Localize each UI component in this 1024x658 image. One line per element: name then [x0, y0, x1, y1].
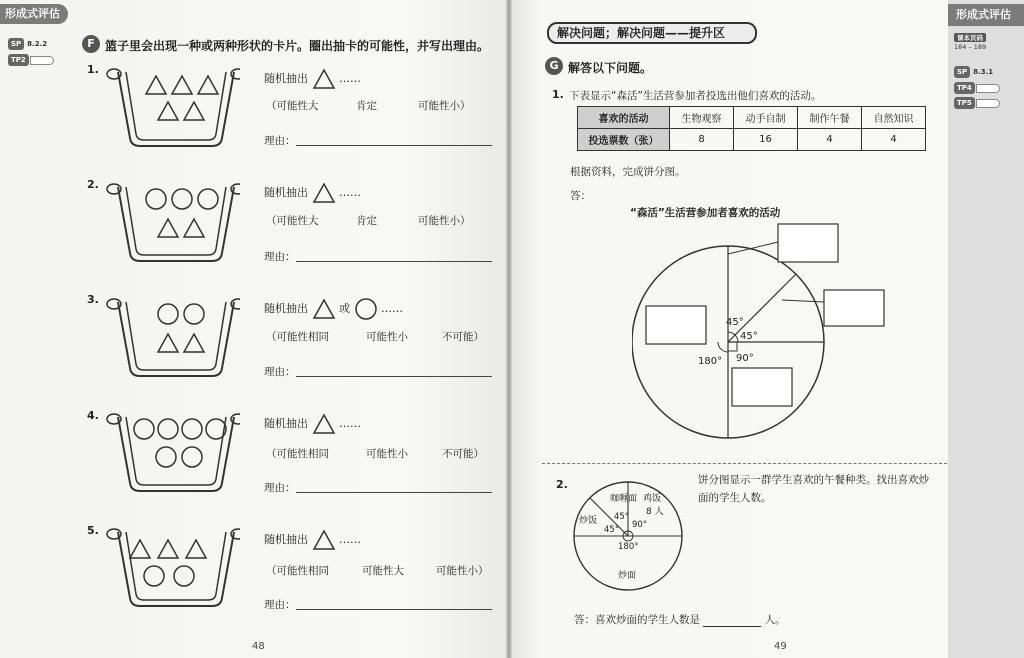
tp-pill: TP4	[954, 82, 1000, 94]
question-divider	[542, 463, 947, 464]
choice-option[interactable]: 可能性小）	[418, 215, 471, 227]
angle-label: 180°	[618, 542, 639, 552]
slice-label: 咖喱面	[610, 494, 638, 504]
probability-choices	[266, 98, 471, 113]
table-row	[578, 129, 926, 151]
table-header-cell: 喜欢的活动	[578, 107, 670, 129]
probability-choices	[266, 213, 471, 228]
draw-statement: 随机抽出 ……	[264, 529, 361, 551]
choice-option[interactable]: 不可能）	[442, 331, 484, 343]
choice-option[interactable]: （可能性相同	[266, 331, 329, 343]
basket-figure	[100, 292, 240, 380]
question-text: 饼分图显示一群学生喜欢的午餐种类。找出喜欢炒	[698, 474, 929, 486]
triangle-icon	[312, 529, 336, 551]
sp-pill: SP 8.2.2	[8, 38, 47, 50]
table-header-cell: 制作午餐	[798, 107, 862, 129]
basket-figure	[100, 522, 240, 610]
choice-option[interactable]: 肯定	[356, 215, 377, 227]
choice-option[interactable]: （可能性相同	[266, 448, 329, 460]
choice-option[interactable]: 可能性小）	[436, 565, 489, 577]
vote-table	[577, 106, 926, 151]
choice-option[interactable]: （可能性相同	[266, 565, 329, 577]
question-number: 2.	[87, 178, 99, 191]
pie-chart-activities	[632, 222, 962, 462]
answer-label: 答：	[570, 190, 591, 202]
textbook-page-ref: 课本页码 184 – 189	[954, 34, 987, 51]
sp-pill: SP 8.3.1	[954, 66, 993, 78]
tp-level-bar	[976, 99, 1000, 108]
basket-figure	[100, 177, 240, 265]
section-letter-g: G	[545, 57, 563, 75]
answer-statement: 答：喜欢炒面的学生人数是 人。	[574, 614, 786, 626]
question-text: 下表显示“森活”生活营参加者投选出他们喜欢的活动。	[569, 90, 822, 102]
slice-label: 鸡饭	[643, 494, 662, 504]
choice-option[interactable]: 肯定	[356, 100, 377, 112]
angle-label: 180°	[698, 356, 723, 367]
answer-blank[interactable]	[703, 615, 761, 627]
angle-label: 90°	[632, 520, 648, 530]
reason-answer-line[interactable]	[296, 492, 492, 493]
circle-icon	[354, 297, 378, 321]
side-tag-title: 形成式评估	[0, 4, 68, 24]
tp-level-bar	[30, 56, 54, 65]
choice-option[interactable]: 可能性小	[366, 448, 408, 460]
probability-choices	[266, 329, 484, 344]
section-banner: 解决问题；解决问题——提升区	[547, 22, 757, 44]
slice-value: 8 人	[646, 507, 664, 517]
table-cell: 16	[734, 129, 798, 151]
angle-label: 45°	[740, 331, 758, 342]
reason-label: 理由：	[264, 366, 296, 378]
reason-answer-line[interactable]	[296, 376, 492, 377]
tp-pill: TP5	[954, 97, 1000, 109]
instruction-hint: 根据资料，完成饼分图。	[570, 166, 686, 178]
question-number: 3.	[87, 293, 99, 306]
section-instruction: 解答以下问题。	[568, 61, 653, 75]
page-number: 49	[774, 641, 787, 652]
side-tag-title: 形成式评估	[948, 4, 1024, 26]
probability-choices	[266, 446, 484, 461]
choice-option[interactable]: （可能性大	[266, 215, 319, 227]
question-number: 1.	[87, 63, 99, 76]
choice-option[interactable]: 可能性小	[366, 331, 408, 343]
table-header-row	[578, 107, 926, 129]
reason-label: 理由：	[264, 599, 296, 611]
triangle-icon	[312, 182, 336, 204]
table-cell: 4	[798, 129, 862, 151]
question-text: 面的学生人数。	[698, 492, 772, 504]
table-header-cell: 自然知识	[862, 107, 926, 129]
choice-option[interactable]: 可能性小）	[418, 100, 471, 112]
choice-option[interactable]: （可能性大	[266, 100, 319, 112]
choice-option[interactable]: 可能性大	[362, 565, 404, 577]
slice-label: 炒面	[618, 571, 637, 581]
triangle-icon	[312, 413, 336, 435]
angle-label: 45°	[604, 525, 620, 535]
basket-figure	[100, 407, 240, 495]
draw-statement: 随机抽出 ……	[264, 413, 361, 435]
draw-statement: 随机抽出 ……	[264, 68, 361, 90]
question-number: 5.	[87, 524, 99, 537]
probability-choices	[266, 563, 489, 578]
reason-label: 理由：	[264, 251, 296, 263]
angle-label: 45°	[614, 512, 630, 522]
table-cell: 投选票数（张）	[578, 129, 670, 151]
triangle-icon	[312, 68, 336, 90]
reason-answer-line[interactable]	[296, 609, 492, 610]
question-number: 2.	[556, 478, 568, 491]
question-number: 1.	[552, 88, 564, 101]
table-header-cell: 生物观察	[670, 107, 734, 129]
right-page	[512, 0, 1024, 658]
page-number: 48	[252, 641, 265, 652]
left-margin	[0, 0, 62, 658]
reason-label: 理由：	[264, 135, 296, 147]
question-number: 4.	[87, 409, 99, 422]
choice-option[interactable]: 不可能）	[442, 448, 484, 460]
section-instruction: 篮子里会出现一种或两种形状的卡片。圈出抽卡的可能性，并写出理由。	[105, 39, 490, 53]
left-page	[0, 0, 506, 658]
angle-label: 45°	[726, 317, 744, 328]
section-letter-f: F	[82, 35, 100, 53]
table-cell: 4	[862, 129, 926, 151]
table-header-cell: 动手自制	[734, 107, 798, 129]
reason-answer-line[interactable]	[296, 261, 492, 262]
angle-label: 90°	[736, 353, 754, 364]
reason-answer-line[interactable]	[296, 145, 492, 146]
table-cell: 8	[670, 129, 734, 151]
reason-label: 理由：	[264, 482, 296, 494]
draw-statement: 随机抽出 ……	[264, 182, 361, 204]
tp-level-bar	[976, 84, 1000, 93]
slice-label: 炒饭	[579, 516, 598, 526]
pie-chart-title: “森活”生活营参加者喜欢的活动	[630, 207, 781, 219]
basket-figure	[100, 62, 240, 150]
tp-pill: TP2	[8, 54, 54, 66]
draw-statement: 随机抽出 或 ……	[264, 297, 403, 321]
triangle-icon	[312, 298, 336, 320]
